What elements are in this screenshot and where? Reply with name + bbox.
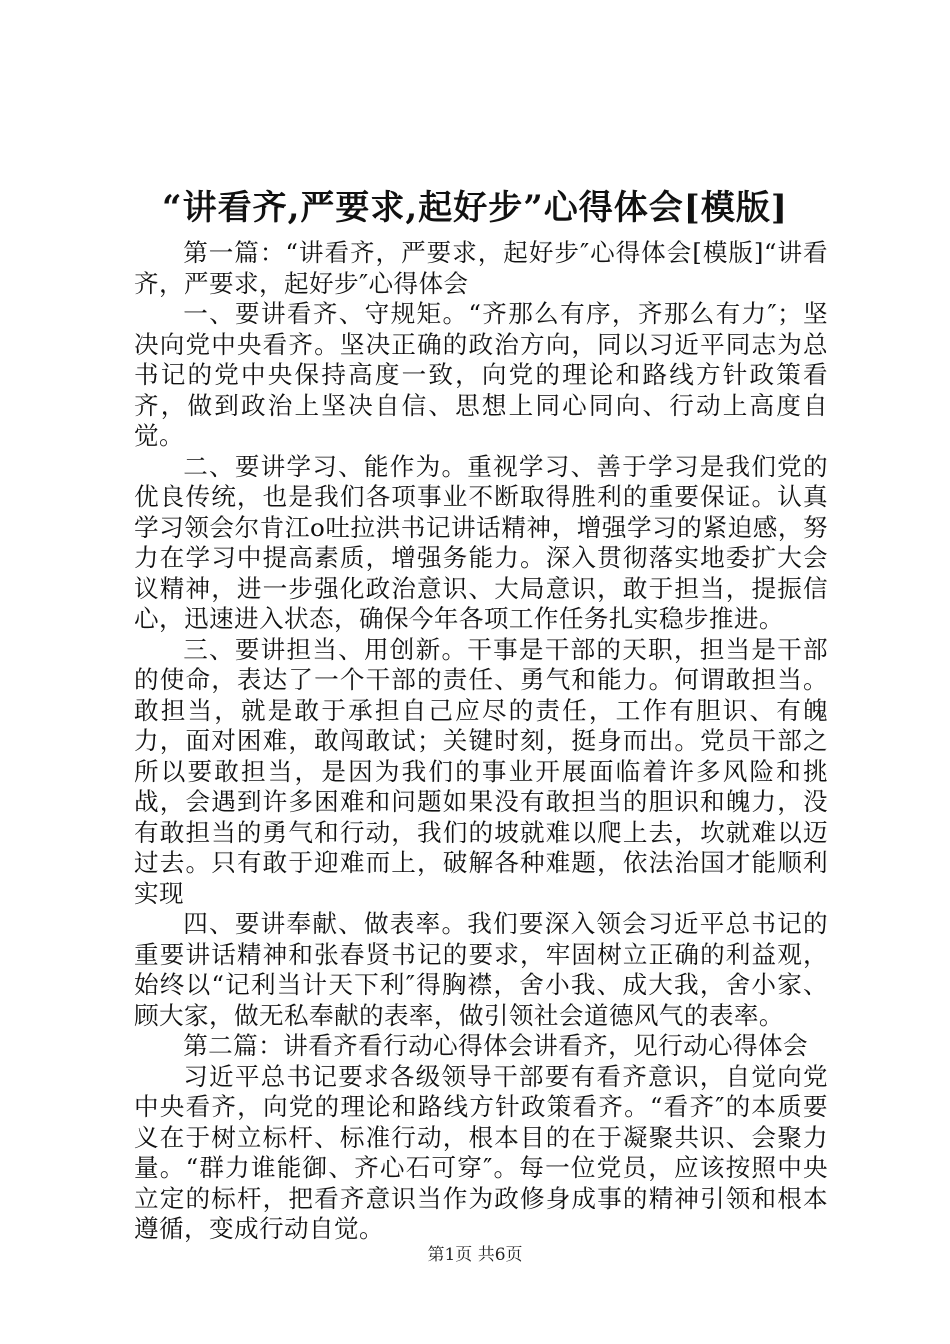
paragraph-6: 第二篇：讲看齐看行动心得体会讲看齐，见行动心得体会: [183, 1031, 809, 1060]
document-title: “讲看齐,严要求,起好步”心得体会[模版]: [162, 188, 788, 228]
paragraph-2: 一、要讲看齐、守规矩。“齐那么有序，齐那么有力″；坚决向党中央看齐。坚决正确的政治方向，同以习近平同志为总书记的党中央保持高度一致，向党的理论和路线方针政策看齐，做到政治上坚决自信、思想上同心同向、行动上高度自觉。: [134, 299, 828, 450]
paragraph-5: 四、要讲奉献、做表率。我们要深入领会习近平总书记的重要讲话精神和张春贤书记的要求，牢固树立正确的利益观，始终以“记利当计天下利″得胸襟，舍小我、成大我，舍小家、顾大家，做无私奉献的表率，做引领社会道德风气的表率。: [134, 909, 828, 1030]
document-body: [134, 238, 828, 1245]
paragraph-4: 三、要讲担当、用创新。干事是干部的天职，担当是干部的使命，表达了一个干部的责任、勇气和能力。何谓敢担当。敢担当，就是敢于承担自己应尽的责任，工作有胆识、有魄力，面对困难，敢闯敢试；关键时刻，挺身而出。党员干部之所以要敢担当，是因为我们的事业开展面临着许多风险和挑战，会遇到许多困难和问题如果没有敢担当的胆识和魄力，没有敢担当的勇气和行动，我们的坡就难以爬上去，坎就难以迈过去。只有敢于迎难而上，破解各种难题，依法治国才能顺利实现: [134, 634, 828, 908]
paragraph-3: 二、要讲学习、能作为。重视学习、善于学习是我们党的优良传统，也是我们各项事业不断取得胜利的重要保证。认真学习领会尔肯江ο吐拉洪书记讲话精神，增强学习的紧迫感，努力在学习中提高素质，增强务能力。深入贯彻落实地委扩大会议精神，进一步强化政治意识、大局意识，敢于担当，提振信心，迅速进入状态，确保今年各项工作任务扎实稳步推进。: [134, 451, 828, 633]
paragraph-1: 第一篇：“讲看齐，严要求，起好步″心得体会[模版]“讲看齐，严要求，起好步″心得体会: [134, 238, 828, 298]
page-number-footer: 第1页 共6页: [427, 1245, 523, 1265]
paragraph-7: 习近平总书记要求各级领导干部要有看齐意识，自觉向党中央看齐，向党的理论和路线方针政策看齐。“看齐″的本质要义在于树立标杆、标准行动，根本目的在于凝聚共识、会聚力量。“群力谁能御、齐心石可穿″。每一位党员，应该按照中央立定的标杆，把看齐意识当作为政修身成事的精神引领和根本遵循，变成行动自觉。: [134, 1061, 828, 1243]
